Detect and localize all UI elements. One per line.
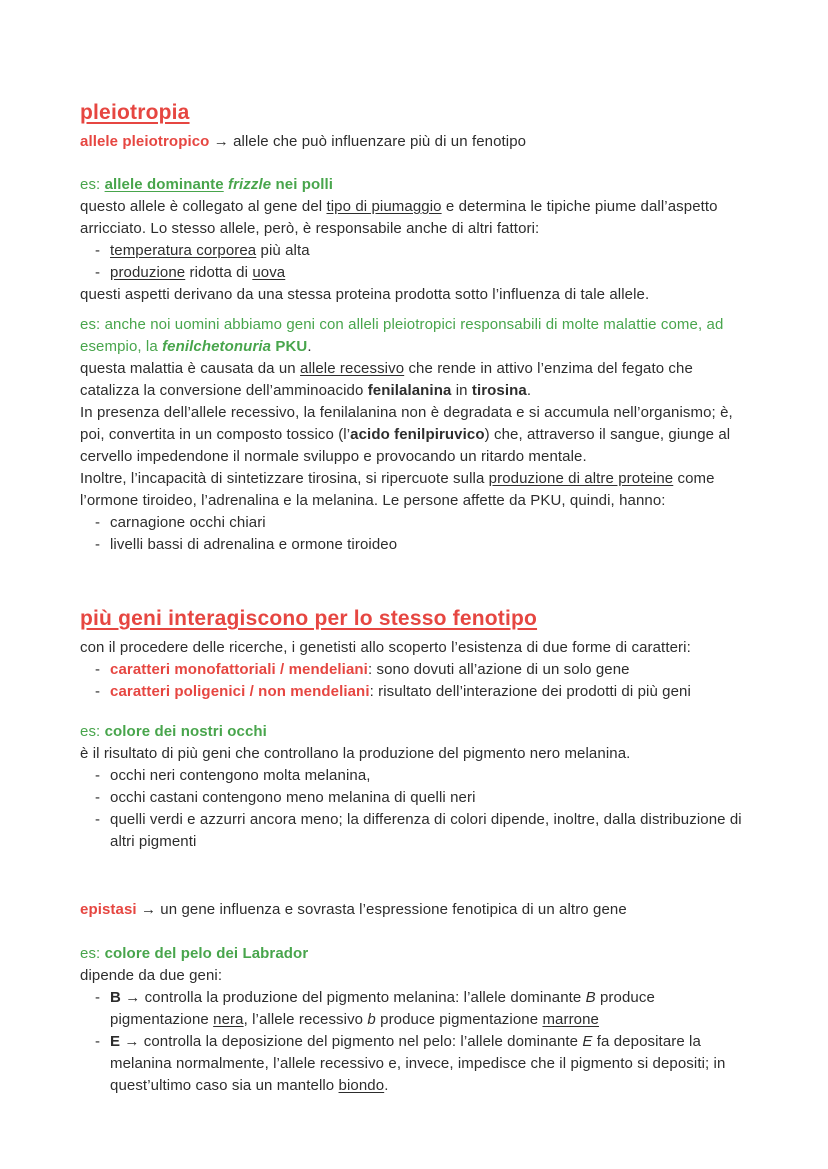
example-title-pku xyxy=(80,314,750,358)
heading-pleiotropia xyxy=(80,99,750,126)
text-segment: con il procedere delle ricerche, i genetisti allo scoperto l’esistenza di due forme di caratteri: xyxy=(80,639,691,656)
document-body xyxy=(80,99,750,1097)
text-segment: B xyxy=(585,989,596,1006)
bullet-dash-icon: - xyxy=(95,989,101,1006)
text-segment: allele recessivo xyxy=(300,360,405,377)
text-segment: tipo di piumaggio xyxy=(326,198,442,215)
text-segment: produce pigmentazione xyxy=(110,989,655,1028)
text-segment: ) che, attraverso il sangue, giunge al cervello impedendone il normale sviluppo e provocando un ritardo mentale. xyxy=(80,426,731,465)
list-item-produzione xyxy=(80,262,750,284)
text-segment: Inoltre, l’incapacità di sintetizzare tirosina, si ripercuote sulla xyxy=(80,470,489,487)
paragraph-labrador-1 xyxy=(80,965,750,987)
text-segment: es: anche noi uomini abbiamo geni con alleli pleiotropici responsabili di molte malattie come, ad esempio, la xyxy=(80,316,724,355)
text-segment: : sono dovuti all’azione di un solo gene xyxy=(367,661,630,678)
text-segment: quelli verdi e azzurri ancora meno; la differenza di colori dipende, inoltre, dalla distribuzione di altri pigmenti xyxy=(110,811,742,850)
text-segment: allele pleiotropico xyxy=(80,133,210,150)
list-item-poligenici xyxy=(80,681,750,703)
text-segment: come l’ormone tiroideo, l’adrenalina e la melanina. Le persone affette da PKU, quindi, hanno: xyxy=(80,470,715,509)
paragraph-frizzle-2 xyxy=(80,284,750,306)
text-segment: colore dei nostri occhi xyxy=(104,723,267,740)
text-segment: e determina le tipiche piume dall’aspetto arricciato. Lo stesso allele, però, è responsabile anche di altri fattori: xyxy=(80,198,718,237)
text-segment: caratteri monofattoriali / mendeliani xyxy=(110,661,368,678)
list-item-occhi-neri xyxy=(80,765,750,787)
text-segment: es: xyxy=(80,176,105,193)
text-segment: carnagione occhi chiari xyxy=(110,514,266,531)
text-segment: PKU xyxy=(271,338,308,355)
text-segment: occhi castani contengono meno melanina di quelli neri xyxy=(110,789,476,806)
text-segment: , l’allele recessivo xyxy=(243,1011,368,1028)
bullet-dash-icon: - xyxy=(95,536,101,553)
list-item-gene-b xyxy=(80,987,750,1031)
text-segment: allele dominante xyxy=(104,176,224,193)
text-segment: fenilchetonuria xyxy=(162,338,272,355)
text-segment: B xyxy=(110,989,121,1006)
paragraph-pku-3 xyxy=(80,468,750,512)
example-title-labrador xyxy=(80,943,750,965)
paragraph-frizzle-1 xyxy=(80,196,750,240)
text-segment: biondo xyxy=(338,1077,385,1094)
list-item-livelli xyxy=(80,534,750,556)
text-segment: epistasi xyxy=(80,901,137,918)
text-segment: livelli bassi di adrenalina e ormone tiroideo xyxy=(110,536,398,553)
text-segment: occhi neri contengono molta melanina, xyxy=(110,767,371,784)
text-segment: : risultato dell’interazione dei prodotti di più geni xyxy=(369,683,691,700)
text-segment: . xyxy=(526,382,532,399)
bullet-dash-icon: - xyxy=(95,767,101,784)
text-segment: es: xyxy=(80,945,105,962)
definition-epistasi xyxy=(80,899,750,921)
text-segment: frizzle xyxy=(228,176,272,193)
text-segment: es: xyxy=(80,723,105,740)
example-title-frizzle xyxy=(80,174,750,196)
text-segment: ridotta di xyxy=(185,264,253,281)
list-item-monofattoriali xyxy=(80,659,750,681)
bullet-dash-icon: - xyxy=(95,1033,101,1050)
example-title-occhi xyxy=(80,721,750,743)
text-segment: nei polli xyxy=(271,176,334,193)
text-segment: → controlla la deposizione del pigmento nel pelo: l’allele dominante xyxy=(120,1033,583,1050)
text-segment: temperatura corporea xyxy=(110,242,257,259)
bullet-dash-icon: - xyxy=(95,514,101,531)
text-segment: marrone xyxy=(542,1011,599,1028)
text-segment: E xyxy=(582,1033,593,1050)
text-segment: b xyxy=(367,1011,376,1028)
heading-piu-geni xyxy=(80,605,750,632)
text-segment: . xyxy=(307,338,312,355)
text-segment: pleiotropia xyxy=(80,101,190,124)
text-segment: colore del pelo dei Labrador xyxy=(104,945,309,962)
text-segment: uova xyxy=(252,264,286,281)
text-segment: fenilalanina xyxy=(367,382,452,399)
text-segment: questa malattia è causata da un xyxy=(80,360,301,377)
paragraph-pku-1 xyxy=(80,358,750,402)
text-segment: → allele che può influenzare più di un fenotipo xyxy=(209,133,527,150)
list-item-occhi-castani xyxy=(80,787,750,809)
bullet-dash-icon: - xyxy=(95,811,101,828)
list-item-occhi-verdi xyxy=(80,809,750,853)
text-segment: in xyxy=(451,382,472,399)
text-segment: E xyxy=(110,1033,121,1050)
list-item-temperatura xyxy=(80,240,750,262)
definition-allele-pleiotropico xyxy=(80,131,750,153)
bullet-dash-icon: - xyxy=(95,661,101,678)
paragraph-occhi-1 xyxy=(80,743,750,765)
bullet-dash-icon: - xyxy=(95,789,101,806)
text-segment: acido fenilpiruvico xyxy=(350,426,485,443)
text-segment: caratteri poligenici / non mendeliani xyxy=(110,683,370,700)
text-segment: → un gene influenza e sovrasta l’espressione fenotipica di un altro gene xyxy=(136,901,627,918)
bullet-dash-icon: - xyxy=(95,264,101,281)
text-segment: è il risultato di più geni che controllano la produzione del pigmento nero melanina. xyxy=(80,745,631,762)
text-segment: produzione di altre proteine xyxy=(488,470,674,487)
text-segment: tirosina xyxy=(471,382,527,399)
text-segment: produzione xyxy=(110,264,186,281)
text-segment: questo allele è collegato al gene del xyxy=(80,198,327,215)
text-segment: questi aspetti derivano da una stessa proteina prodotta sotto l’influenza di tale allele. xyxy=(80,286,650,303)
text-segment: dipende da due geni: xyxy=(80,967,223,984)
text-segment: più geni interagiscono per lo stesso fenotipo xyxy=(80,607,538,630)
bullet-dash-icon: - xyxy=(95,683,101,700)
list-item-gene-e xyxy=(80,1031,750,1097)
list-item-carnagione xyxy=(80,512,750,534)
paragraph-pku-2 xyxy=(80,402,750,468)
text-segment: fa depositare la melanina normalmente, l’allele recessivo e, invece, impedisce che il pigmento si depositi; in quest’ultimo caso sia un mantello xyxy=(110,1033,726,1094)
text-segment: che rende in attivo l’enzima del fegato che catalizza la conversione dell’amminoacido xyxy=(80,360,693,399)
text-segment: . xyxy=(384,1077,389,1094)
text-segment: In presenza dell’allele recessivo, la fenilalanina non è degradata e si accumula nell’organismo; è, poi, convertita in un composto tossico (l’ xyxy=(80,404,733,443)
text-segment: produce pigmentazione xyxy=(375,1011,543,1028)
text-segment: più alta xyxy=(256,242,310,259)
bullet-dash-icon: - xyxy=(95,242,101,259)
text-segment: nera xyxy=(213,1011,244,1028)
text-segment: → controlla la produzione del pigmento melanina: l’allele dominante xyxy=(120,989,586,1006)
paragraph-ricerche xyxy=(80,637,750,659)
